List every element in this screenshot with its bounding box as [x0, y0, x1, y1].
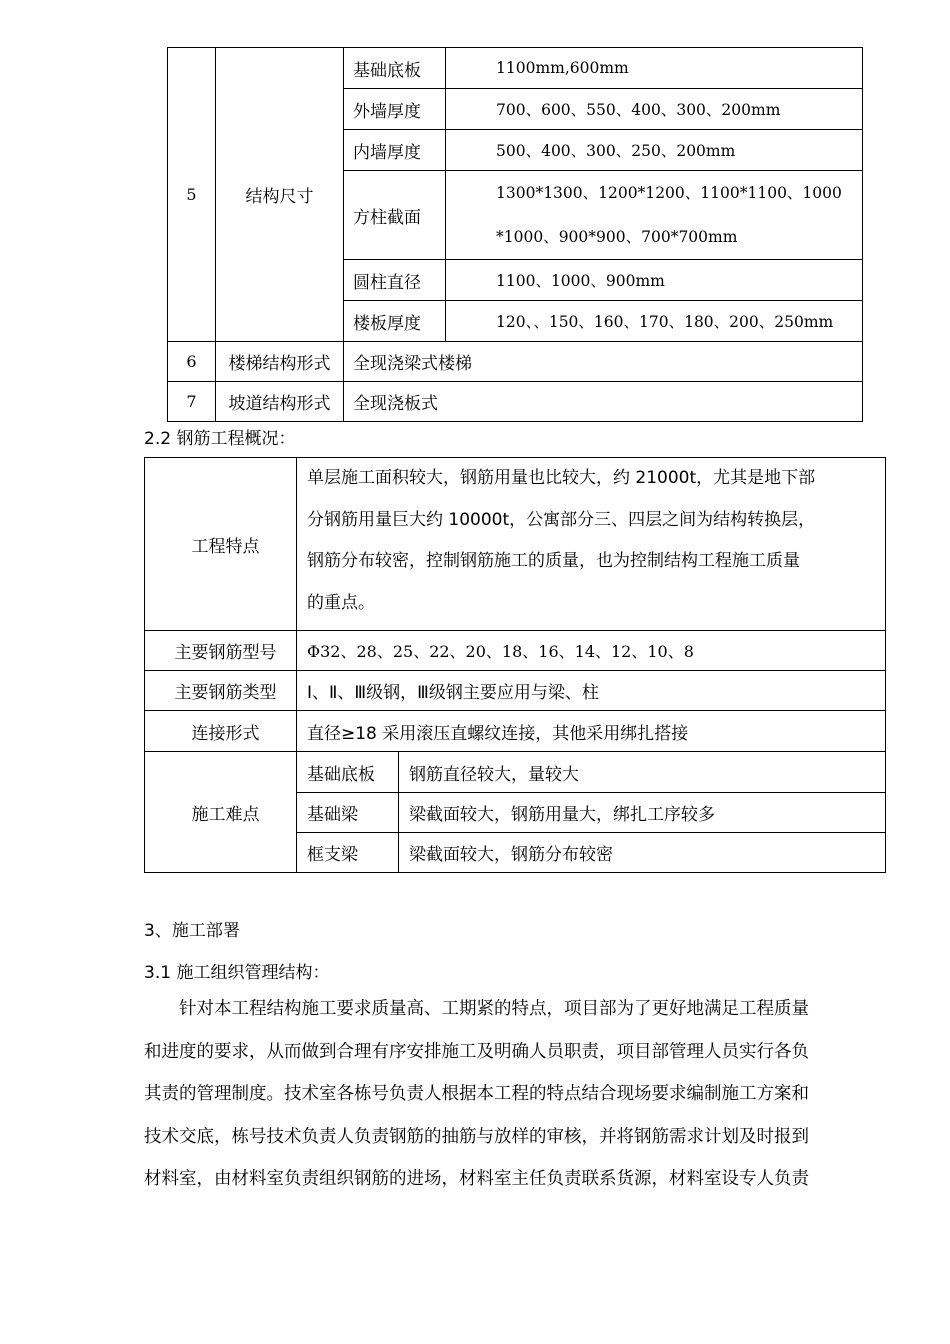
section-2-2-title: 2.2 钢筋工程概况： [144, 429, 296, 449]
row-index: 6 [168, 342, 216, 382]
rebar-size-value: Φ32、28、25、22、20、18、16、14、12、10、8 [297, 631, 886, 671]
structure-size-table [167, 47, 863, 422]
rebar-size-label: 主要钢筋型号 [145, 631, 297, 671]
difficulty-label: 施工难点 [145, 752, 297, 873]
features-line: 的重点。 [307, 592, 375, 613]
rebar-overview-table [144, 457, 886, 873]
features-line: 分钢筋用量巨大约 10000t，公寓部分三、四层之间为结构转换层， [307, 509, 816, 530]
item-label: 内墙厚度 [344, 130, 446, 171]
item-label: 外墙厚度 [344, 89, 446, 130]
item-value: 120、、150、160、170、180、200、250mm [446, 301, 863, 342]
features-text [297, 458, 886, 631]
row-category: 楼梯结构形式 [216, 342, 344, 382]
features-label: 工程特点 [145, 458, 297, 631]
row-value: 全现浇板式 [344, 382, 863, 422]
row-index: 5 [168, 48, 216, 342]
item-label: 圆柱直径 [344, 260, 446, 301]
body-paragraph [144, 988, 879, 1201]
paragraph-line: 其责的管理制度。技术室各栋号负责人根据本工程的特点结合现场要求编制施工方案和 [144, 1084, 809, 1104]
value-line: *1000、900*900、700*700mm [496, 228, 738, 246]
difficulty-desc: 梁截面较大，钢筋用量大，绑扎工序较多 [399, 793, 886, 833]
paragraph-line: 技术交底，栋号技术负责人负责钢筋的抽筋与放样的审核，并将钢筋需求计划及时报到 [144, 1126, 809, 1147]
item-label: 基础底板 [344, 48, 446, 89]
row-index: 7 [168, 382, 216, 422]
difficulty-desc: 钢筋直径较大，量较大 [399, 752, 886, 793]
connection-value: 直径≥18 采用滚压直螺纹连接，其他采用绑扎搭接 [297, 711, 886, 752]
difficulty-desc: 梁截面较大，钢筋分布较密 [399, 833, 886, 873]
paragraph-line: 和进度的要求，从而做到合理有序安排施工及明确人员职责，项目部管理人员实行各负 [144, 1041, 809, 1062]
rebar-type-label: 主要钢筋类型 [145, 671, 297, 711]
features-line: 钢筋分布较密，控制钢筋施工的质量，也为控制结构工程施工质量 [307, 551, 800, 571]
item-value: 500、400、300、250、200mm [446, 130, 863, 171]
value-line: 1300*1300、1200*1200、1100*1100、1000 [496, 184, 842, 202]
rebar-type-value: Ⅰ、Ⅱ、Ⅲ级钢，Ⅲ级钢主要应用与梁、柱 [297, 671, 886, 711]
item-label: 楼板厚度 [344, 301, 446, 342]
difficulty-item: 基础底板 [297, 752, 399, 793]
difficulty-item: 框支梁 [297, 833, 399, 873]
section-3-1-title: 3.1 施工组织管理结构： [144, 963, 330, 983]
features-line: 单层施工面积较大，钢筋用量也比较大，约 21000t，尤其是地下部 [307, 468, 816, 488]
item-value [446, 171, 863, 260]
row-value: 全现浇梁式楼梯 [344, 342, 863, 382]
item-value: 1100、1000、900mm [446, 260, 863, 301]
item-value: 700、600、550、400、300、200mm [446, 89, 863, 130]
row-category: 结构尺寸 [216, 48, 344, 342]
paragraph-line: 针对本工程结构施工要求质量高、工期紧的特点，项目部为了更好地满足工程质量 [179, 999, 809, 1019]
row-category: 坡道结构形式 [216, 382, 344, 422]
item-value: 1100mm,600mm [446, 48, 863, 89]
section-3-title: 3、施工部署 [144, 921, 240, 941]
item-label: 方柱截面 [344, 171, 446, 260]
connection-label: 连接形式 [145, 711, 297, 752]
paragraph-line: 材料室，由材料室负责组织钢筋的进场，材料室主任负责联系货源，材料室设专人负责 [144, 1169, 809, 1189]
difficulty-item: 基础梁 [297, 793, 399, 833]
